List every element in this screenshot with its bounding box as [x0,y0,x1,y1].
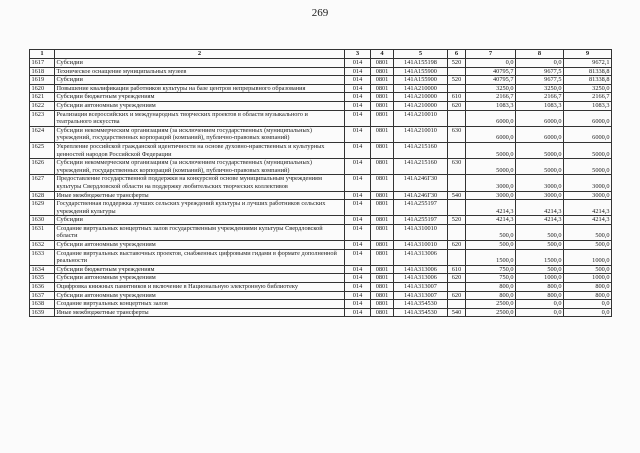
ministry-code: 014 [345,216,371,225]
section-code: 0801 [371,200,394,216]
row-name: Реализация всероссийских и международных творческих проектов в области музыкального и театрального искусства [55,110,345,126]
row-number: 1631 [30,224,55,240]
expense-type-code: 620 [448,291,466,300]
amount-year-2: 500,0 [516,265,564,274]
row-name: Создание виртуальных выставочных проектов, снабженных цифровыми гидами в формате дополненной реальности [55,249,345,265]
section-code: 0801 [371,265,394,274]
amount-year-1: 3000,0 [466,175,516,191]
row-number: 1632 [30,241,55,250]
amount-year-2: 0,0 [516,300,564,309]
row-name: Субсидии [55,216,345,225]
ministry-code: 014 [345,175,371,191]
ministry-code: 014 [345,84,371,93]
amount-year-2: 800,0 [516,291,564,300]
amount-year-1: 6000,0 [466,126,516,142]
amount-year-3: 81338,8 [564,67,612,76]
row-name: Предоставление государственной поддержки на конкурсной основе муниципальным учреждениям культуры Свердловской области на поддержку любительских творческих коллективов [55,175,345,191]
target-article-code: 141A310010 [394,241,448,250]
amount-year-2: 0,0 [516,59,564,68]
section-code: 0801 [371,291,394,300]
target-article-code: 141A313006 [394,274,448,283]
amount-year-3: 3000,0 [564,175,612,191]
row-name: Субсидии автономным учреждениям [55,241,345,250]
row-name: Субсидии автономным учреждениям [55,274,345,283]
section-code: 0801 [371,224,394,240]
column-header: 8 [516,50,564,59]
target-article-code: 141A210010 [394,110,448,126]
amount-year-1: 800,0 [466,283,516,292]
row-name: Субсидии [55,59,345,68]
table-row [30,159,612,175]
target-article-code: 141A313007 [394,291,448,300]
expense-type-code: 520 [448,76,466,85]
row-name: Государственная поддержка лучших сельских учреждений культуры и лучших работников сельских учреждений культуры [55,200,345,216]
ministry-code: 014 [345,308,371,317]
amount-year-3: 0,0 [564,300,612,309]
row-number: 1637 [30,291,55,300]
row-number: 1630 [30,216,55,225]
budget-table [29,49,612,317]
target-article-code: 141A210010 [394,126,448,142]
row-number: 1624 [30,126,55,142]
row-number: 1635 [30,274,55,283]
table-header-row [30,50,612,59]
amount-year-1: 1083,3 [466,101,516,110]
section-code: 0801 [371,175,394,191]
target-article-code: 141A310010 [394,224,448,240]
column-header: 9 [564,50,612,59]
ministry-code: 014 [345,76,371,85]
ministry-code: 014 [345,142,371,158]
table-row [30,110,612,126]
table-row [30,101,612,110]
target-article-code: 141A246Г30 [394,191,448,200]
section-code: 0801 [371,300,394,309]
ministry-code: 014 [345,224,371,240]
ministry-code: 014 [345,126,371,142]
table-row [30,84,612,93]
row-name: Создание виртуальных концертных залов государственным учреждениями культуры Свердловской области [55,224,345,240]
amount-year-2: 2166,7 [516,93,564,102]
amount-year-3: 4214,3 [564,200,612,216]
amount-year-2: 3000,0 [516,175,564,191]
target-article-code: 141A210000 [394,84,448,93]
section-code: 0801 [371,76,394,85]
section-code: 0801 [371,142,394,158]
column-header: 1 [30,50,55,59]
target-article-code: 141A215160 [394,142,448,158]
amount-year-1: 750,0 [466,274,516,283]
table-row [30,93,612,102]
column-header: 7 [466,50,516,59]
amount-year-2: 4214,3 [516,216,564,225]
amount-year-1: 2500,0 [466,300,516,309]
amount-year-2: 3000,0 [516,191,564,200]
row-number: 1621 [30,93,55,102]
amount-year-2: 800,0 [516,283,564,292]
expense-type-code: 610 [448,265,466,274]
row-number: 1620 [30,84,55,93]
section-code: 0801 [371,110,394,126]
row-name: Субсидии [55,76,345,85]
amount-year-1: 3250,0 [466,84,516,93]
amount-year-3: 1000,0 [564,249,612,265]
amount-year-2: 6000,0 [516,126,564,142]
amount-year-2: 4214,3 [516,200,564,216]
amount-year-3: 500,0 [564,265,612,274]
amount-year-1: 4214,3 [466,216,516,225]
column-header: 6 [448,50,466,59]
row-number: 1626 [30,159,55,175]
ministry-code: 014 [345,265,371,274]
section-code: 0801 [371,126,394,142]
table-row [30,191,612,200]
amount-year-1: 3000,0 [466,191,516,200]
amount-year-3: 5000,0 [564,159,612,175]
amount-year-1: 2500,0 [466,308,516,317]
target-article-code: 141A155900 [394,67,448,76]
table-row [30,241,612,250]
amount-year-2: 500,0 [516,241,564,250]
ministry-code: 014 [345,93,371,102]
expense-type-code [448,224,466,240]
amount-year-2: 1000,0 [516,274,564,283]
ministry-code: 014 [345,159,371,175]
table-row [30,224,612,240]
ministry-code: 014 [345,110,371,126]
amount-year-3: 4214,3 [564,216,612,225]
amount-year-3: 6000,0 [564,126,612,142]
target-article-code: 141A215160 [394,159,448,175]
row-name: Субсидии бюджетным учреждениям [55,93,345,102]
row-name: Субсидии автономным учреждениям [55,291,345,300]
section-code: 0801 [371,308,394,317]
amount-year-1: 2166,7 [466,93,516,102]
row-number: 1633 [30,249,55,265]
table-row [30,126,612,142]
amount-year-3: 800,0 [564,291,612,300]
expense-type-code [448,300,466,309]
expense-type-code [448,67,466,76]
row-name: Повышение квалификации работников культуры на базе центров непрерывного образования [55,84,345,93]
amount-year-1: 800,0 [466,291,516,300]
amount-year-1: 750,0 [466,265,516,274]
row-number: 1627 [30,175,55,191]
table-row [30,300,612,309]
target-article-code: 141A155198 [394,59,448,68]
expense-type-code: 610 [448,93,466,102]
amount-year-3: 9672,1 [564,59,612,68]
section-code: 0801 [371,249,394,265]
target-article-code: 141A255197 [394,200,448,216]
target-article-code: 141A155900 [394,76,448,85]
amount-year-3: 2166,7 [564,93,612,102]
amount-year-1: 500,0 [466,224,516,240]
expense-type-code: 620 [448,241,466,250]
amount-year-2: 1500,0 [516,249,564,265]
expense-type-code: 620 [448,101,466,110]
table-row [30,274,612,283]
expense-type-code: 520 [448,216,466,225]
row-number: 1625 [30,142,55,158]
row-name: Оцифровка книжных памятников и включение в Национальную электронную библиотеку [55,283,345,292]
amount-year-3: 6000,0 [564,110,612,126]
target-article-code: 141A313006 [394,249,448,265]
row-number: 1618 [30,67,55,76]
table-row [30,216,612,225]
expense-type-code [448,200,466,216]
ministry-code: 014 [345,249,371,265]
amount-year-2: 3250,0 [516,84,564,93]
table-row [30,291,612,300]
row-number: 1636 [30,283,55,292]
table-row [30,59,612,68]
table-row [30,200,612,216]
ministry-code: 014 [345,191,371,200]
table-row [30,76,612,85]
table-row [30,175,612,191]
row-number: 1628 [30,191,55,200]
amount-year-3: 1000,0 [564,274,612,283]
column-header: 3 [345,50,371,59]
amount-year-2: 1083,3 [516,101,564,110]
row-name: Укрепление российской гражданской идентичности на основе духовно-нравственных и культурных ценностей народов Российской Федерации [55,142,345,158]
amount-year-1: 4214,3 [466,200,516,216]
ministry-code: 014 [345,291,371,300]
section-code: 0801 [371,93,394,102]
section-code: 0801 [371,241,394,250]
target-article-code: 141A246Г30 [394,175,448,191]
row-number: 1639 [30,308,55,317]
table-row [30,142,612,158]
ministry-code: 014 [345,67,371,76]
expense-type-code: 540 [448,191,466,200]
expense-type-code: 630 [448,159,466,175]
expense-type-code: 630 [448,126,466,142]
page-number: 269 [311,7,329,19]
amount-year-2: 9677,5 [516,67,564,76]
section-code: 0801 [371,67,394,76]
amount-year-2: 500,0 [516,224,564,240]
amount-year-1: 0,0 [466,59,516,68]
amount-year-1: 6000,0 [466,110,516,126]
column-header: 2 [55,50,345,59]
amount-year-2: 0,0 [516,308,564,317]
row-number: 1619 [30,76,55,85]
row-number: 1629 [30,200,55,216]
expense-type-code [448,142,466,158]
amount-year-3: 0,0 [564,308,612,317]
amount-year-1: 5000,0 [466,142,516,158]
amount-year-2: 9677,5 [516,76,564,85]
amount-year-3: 81338,8 [564,76,612,85]
amount-year-1: 5000,0 [466,159,516,175]
expense-type-code: 620 [448,274,466,283]
section-code: 0801 [371,159,394,175]
expense-type-code [448,175,466,191]
row-name: Создание виртуальных концертных залов [55,300,345,309]
target-article-code: 141A354530 [394,300,448,309]
amount-year-3: 1083,3 [564,101,612,110]
amount-year-3: 5000,0 [564,142,612,158]
target-article-code: 141A354530 [394,308,448,317]
ministry-code: 014 [345,274,371,283]
table-row [30,67,612,76]
amount-year-2: 6000,0 [516,110,564,126]
amount-year-1: 1500,0 [466,249,516,265]
table-row [30,249,612,265]
target-article-code: 141A255197 [394,216,448,225]
row-name: Иные межбюджетные трансферты [55,308,345,317]
table-row [30,308,612,317]
target-article-code: 141A313007 [394,283,448,292]
table-row [30,265,612,274]
expense-type-code [448,283,466,292]
section-code: 0801 [371,59,394,68]
amount-year-1: 500,0 [466,241,516,250]
table-row [30,283,612,292]
row-name: Субсидии некоммерческим организациям (за исключением государственных (муниципальных) учреждений, государственных корпораций (компаний), публично-правовых компаний) [55,126,345,142]
amount-year-1: 40795,7 [466,76,516,85]
amount-year-3: 500,0 [564,241,612,250]
row-number: 1634 [30,265,55,274]
row-name: Иные межбюджетные трансферты [55,191,345,200]
amount-year-3: 800,0 [564,283,612,292]
section-code: 0801 [371,84,394,93]
section-code: 0801 [371,274,394,283]
target-article-code: 141A210000 [394,101,448,110]
expense-type-code: 540 [448,308,466,317]
ministry-code: 014 [345,300,371,309]
target-article-code: 141A210000 [394,93,448,102]
row-name: Субсидии автономным учреждениям [55,101,345,110]
expense-type-code [448,249,466,265]
target-article-code: 141A313006 [394,265,448,274]
table-body [30,59,612,317]
ministry-code: 014 [345,101,371,110]
row-number: 1622 [30,101,55,110]
amount-year-2: 5000,0 [516,159,564,175]
row-name: Техническое оснащение муниципальных музеев [55,67,345,76]
row-name: Субсидии некоммерческим организациям (за исключением государственных (муниципальных) учреждений, государственных корпораций (компаний), публично-правовых компаний) [55,159,345,175]
amount-year-3: 3250,0 [564,84,612,93]
ministry-code: 014 [345,59,371,68]
expense-type-code [448,84,466,93]
row-number: 1623 [30,110,55,126]
section-code: 0801 [371,101,394,110]
row-name: Субсидии бюджетным учреждениям [55,265,345,274]
expense-type-code: 520 [448,59,466,68]
column-header: 4 [371,50,394,59]
row-number: 1617 [30,59,55,68]
ministry-code: 014 [345,200,371,216]
expense-type-code [448,110,466,126]
amount-year-3: 500,0 [564,224,612,240]
amount-year-1: 40795,7 [466,67,516,76]
amount-year-3: 3000,0 [564,191,612,200]
column-header: 5 [394,50,448,59]
amount-year-2: 5000,0 [516,142,564,158]
ministry-code: 014 [345,241,371,250]
row-number: 1638 [30,300,55,309]
section-code: 0801 [371,216,394,225]
section-code: 0801 [371,191,394,200]
ministry-code: 014 [345,283,371,292]
section-code: 0801 [371,283,394,292]
